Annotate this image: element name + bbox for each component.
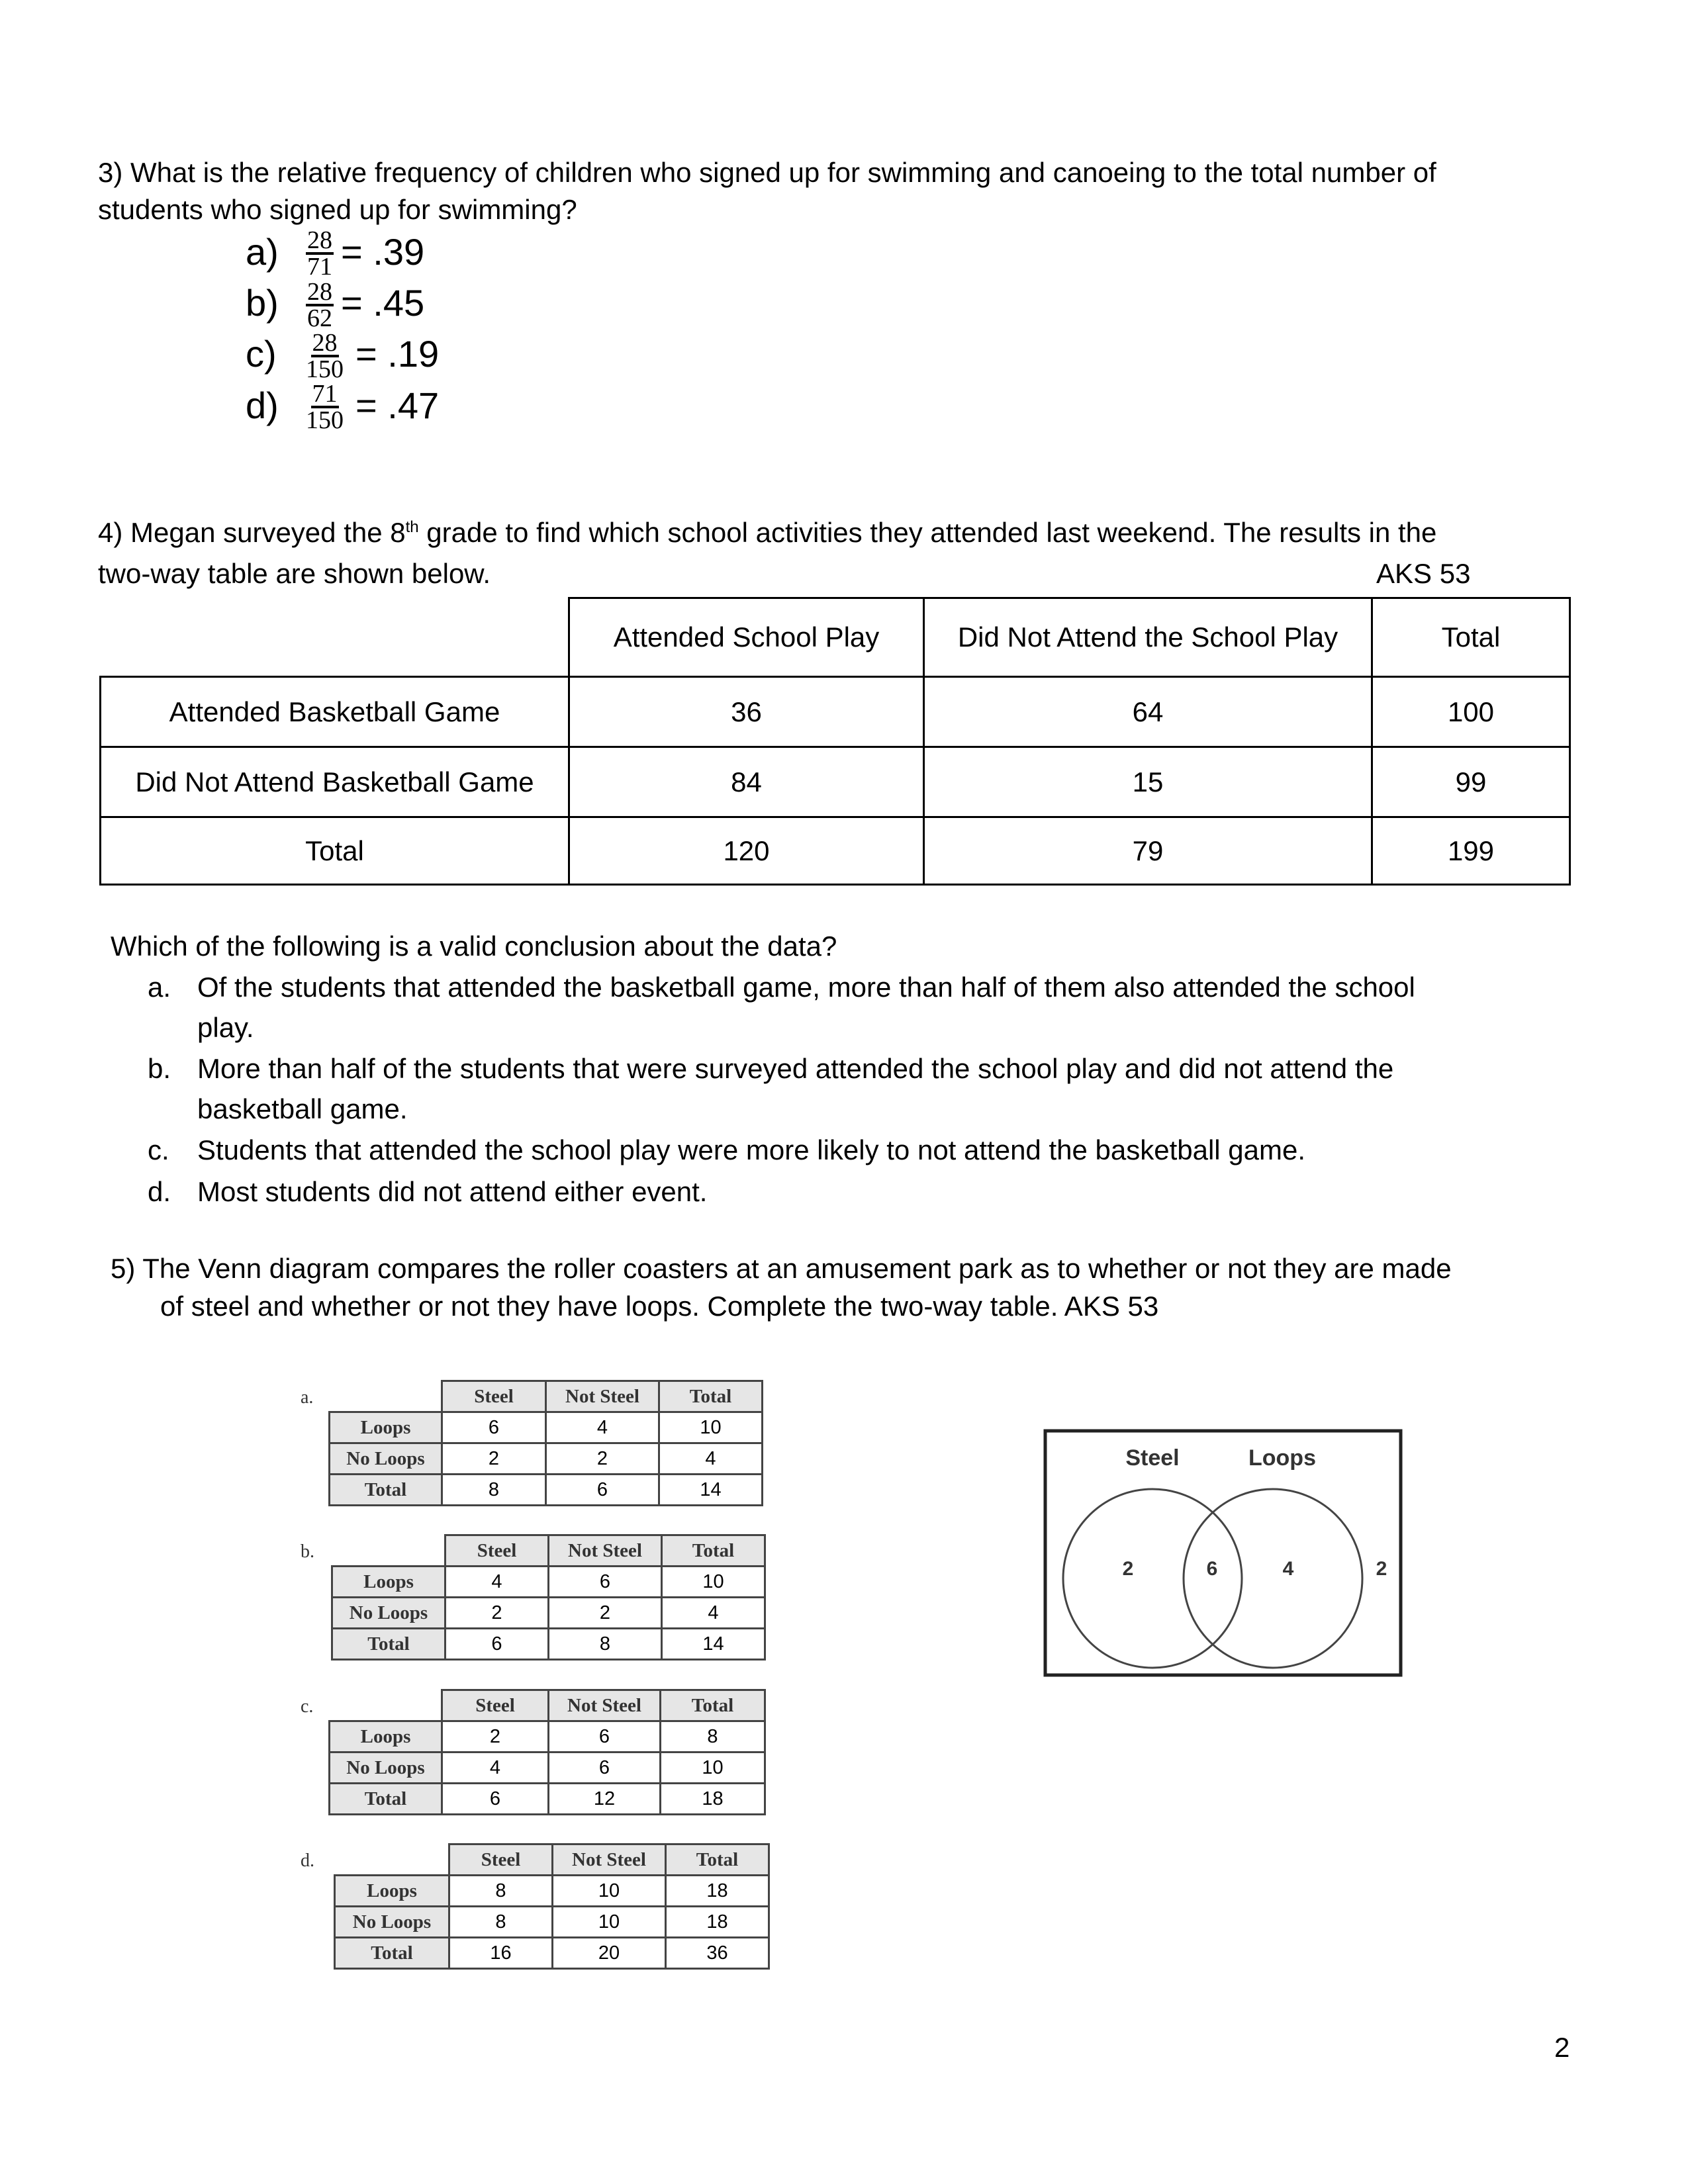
table-row [332,1598,765,1629]
table-cell: 14 [662,1629,765,1660]
table-cell: 18 [666,1907,769,1938]
table-header: Steel [442,1690,549,1721]
answer-table-c [328,1689,766,1815]
q4-text: grade to find which school activities they attended last weekend. The results in the [418,517,1437,548]
table-cell: 10 [662,1567,765,1598]
table-header: Not Steel [549,1535,662,1567]
venn-loops-only: 4 [1282,1558,1294,1580]
table-header: Not Steel [546,1381,659,1412]
table-cell: 2 [445,1598,549,1629]
table-row [335,1938,769,1969]
fraction [306,228,334,279]
table-header: Steel [442,1381,546,1412]
venn-label-loops: Loops [1248,1445,1316,1471]
table-cell: 36 [666,1938,769,1969]
q3-text-line2: students who signed up for swimming? [98,194,577,225]
table-row [335,1876,769,1907]
choice-text: Most students did not attend either event. [197,1176,708,1207]
option-result: = .19 [355,333,440,375]
table-cell: 6 [442,1784,549,1815]
table-cell: 4 [546,1412,659,1443]
option-letter: b) [246,282,279,324]
table-cell: 4 [442,1752,549,1784]
table-header-row [101,598,1570,677]
table-cell: 79 [924,817,1372,885]
fraction [306,278,334,333]
table-cell: 12 [549,1784,661,1815]
table-header: Did Not Attend the School Play [924,598,1372,677]
table-row [330,1721,765,1752]
table-cell: 20 [553,1938,666,1969]
table-row [332,1629,765,1660]
table-cell: 64 [924,677,1372,747]
table-cell: 100 [1372,677,1570,747]
table-cell: 10 [659,1412,763,1443]
table-header: Steel [449,1844,553,1876]
table-corner [330,1690,442,1721]
option-result: = .45 [341,282,425,324]
table-row [330,1443,763,1475]
q4-text-line1 [98,519,1436,547]
row-header: Total [335,1938,449,1969]
q4-text-line2: two-way table are shown below. [98,558,491,589]
table-cell: 8 [449,1876,553,1907]
table-header: Not Steel [549,1690,661,1721]
q4-text: 4) Megan surveyed the 8 [98,517,406,548]
venn-steel-only: 2 [1122,1558,1134,1580]
table-row [332,1567,765,1598]
table-header-row [330,1381,763,1412]
table-cell: 18 [666,1876,769,1907]
superscript: th [405,518,419,536]
table-cell: 8 [661,1721,765,1752]
table-cell: 2 [549,1598,662,1629]
answer-table-label: d. [301,1850,314,1871]
row-header: Total [332,1629,445,1660]
table-header: Attended School Play [569,598,924,677]
table-row [330,1784,765,1815]
table-row [330,1412,763,1443]
row-header: No Loops [332,1598,445,1629]
numerator: 28 [307,278,332,306]
choice-text: play. [197,1012,254,1043]
table-cell: 2 [442,1721,549,1752]
table-header: Total [659,1381,763,1412]
row-header: No Loops [330,1752,442,1784]
table-cell: 10 [553,1907,666,1938]
row-header: Attended Basketball Game [101,677,569,747]
table-row [330,1475,763,1506]
row-header: Total [101,817,569,885]
table-cell: 8 [449,1907,553,1938]
option-result: = .47 [355,385,440,426]
row-header: Loops [330,1412,442,1443]
denominator: 71 [307,253,332,281]
answer-table-a [328,1380,763,1506]
table-row [330,1752,765,1784]
option-letter: a) [246,231,279,273]
denominator: 150 [306,355,344,384]
venn-label-steel: Steel [1125,1445,1180,1471]
table-header-row [335,1844,769,1876]
q4-question: Which of the following is a valid conclusion about the data? [111,931,837,962]
table-cell: 6 [546,1475,659,1506]
answer-table-d [334,1843,770,1970]
table-cell: 4 [445,1567,549,1598]
q3-text-line1: 3) What is the relative frequency of children who signed up for swimming and canoeing to the total number of [98,157,1436,188]
table-row [101,747,1570,817]
table-row [101,677,1570,747]
denominator: 150 [306,406,344,435]
table-header-row [330,1690,765,1721]
choice-text: basketball game. [197,1093,408,1124]
numerator: 28 [307,226,332,254]
table-cell: 84 [569,747,924,817]
table-cell: 10 [553,1876,666,1907]
row-header: Loops [335,1876,449,1907]
choice-letter: d. [148,1176,171,1207]
table-cell: 6 [549,1567,662,1598]
option-result: = .39 [341,231,425,273]
option-letter: c) [246,333,277,375]
choice-text: Of the students that attended the basketball game, more than half of them also attended the school [197,972,1415,1003]
row-header: Total [330,1784,442,1815]
numerator: 71 [312,380,338,408]
table-header: Steel [445,1535,549,1567]
table-cell: 4 [659,1443,763,1475]
row-header: Loops [330,1721,442,1752]
choice-letter: a. [148,972,171,1003]
choice-letter: c. [148,1134,169,1165]
venn-box [1045,1431,1401,1675]
table-cell: 36 [569,677,924,747]
table-cell: 14 [659,1475,763,1506]
table-cell: 16 [449,1938,553,1969]
answer-table-label: b. [301,1541,314,1562]
table-cell: 8 [442,1475,546,1506]
row-header: Loops [332,1567,445,1598]
two-way-table [99,597,1571,886]
table-cell: 18 [661,1784,765,1815]
q5-text-line1: 5) The Venn diagram compares the roller coasters at an amusement park as to whether or not they are made [111,1253,1452,1284]
table-header: Total [666,1844,769,1876]
answer-table-b [331,1534,766,1661]
table-corner [335,1844,449,1876]
table-cell: 2 [546,1443,659,1475]
fraction [306,380,344,435]
row-header: No Loops [330,1443,442,1475]
row-header: Did Not Attend Basketball Game [101,747,569,817]
choice-letter: b. [148,1053,171,1084]
table-corner [332,1535,445,1567]
aks-label: AKS 53 [1376,558,1471,589]
option-letter: d) [246,385,279,426]
table-cell: 10 [661,1752,765,1784]
venn-diagram [1043,1428,1403,1678]
choice-text: More than half of the students that were surveyed attended the school play and did not attend the [197,1053,1394,1084]
table-header: Total [662,1535,765,1567]
table-header: Total [1372,598,1570,677]
table-cell: 15 [924,747,1372,817]
answer-table-label: c. [301,1696,314,1717]
table-corner [101,598,569,677]
table-header: Not Steel [553,1844,666,1876]
q5-text-line2: of steel and whether or not they have loops. Complete the two-way table. AKS 53 [160,1291,1159,1322]
table-header: Total [661,1690,765,1721]
table-corner [330,1381,442,1412]
table-cell: 6 [549,1721,661,1752]
row-header: Total [330,1475,442,1506]
page-number: 2 [1554,2032,1570,2063]
fraction [306,329,344,384]
table-cell: 199 [1372,817,1570,885]
table-cell: 4 [662,1598,765,1629]
table-cell: 6 [549,1752,661,1784]
numerator: 28 [312,329,338,357]
table-cell: 6 [445,1629,549,1660]
venn-neither: 2 [1376,1558,1387,1580]
table-header-row [332,1535,765,1567]
choice-text: Students that attended the school play were more likely to not attend the basketball game. [197,1134,1306,1165]
table-cell: 2 [442,1443,546,1475]
table-row [335,1907,769,1938]
venn-both: 6 [1206,1558,1218,1580]
denominator: 62 [307,304,332,333]
answer-table-label: a. [301,1387,314,1408]
row-header: No Loops [335,1907,449,1938]
table-cell: 6 [442,1412,546,1443]
table-cell: 8 [549,1629,662,1660]
table-cell: 120 [569,817,924,885]
table-row [101,817,1570,885]
table-cell: 99 [1372,747,1570,817]
